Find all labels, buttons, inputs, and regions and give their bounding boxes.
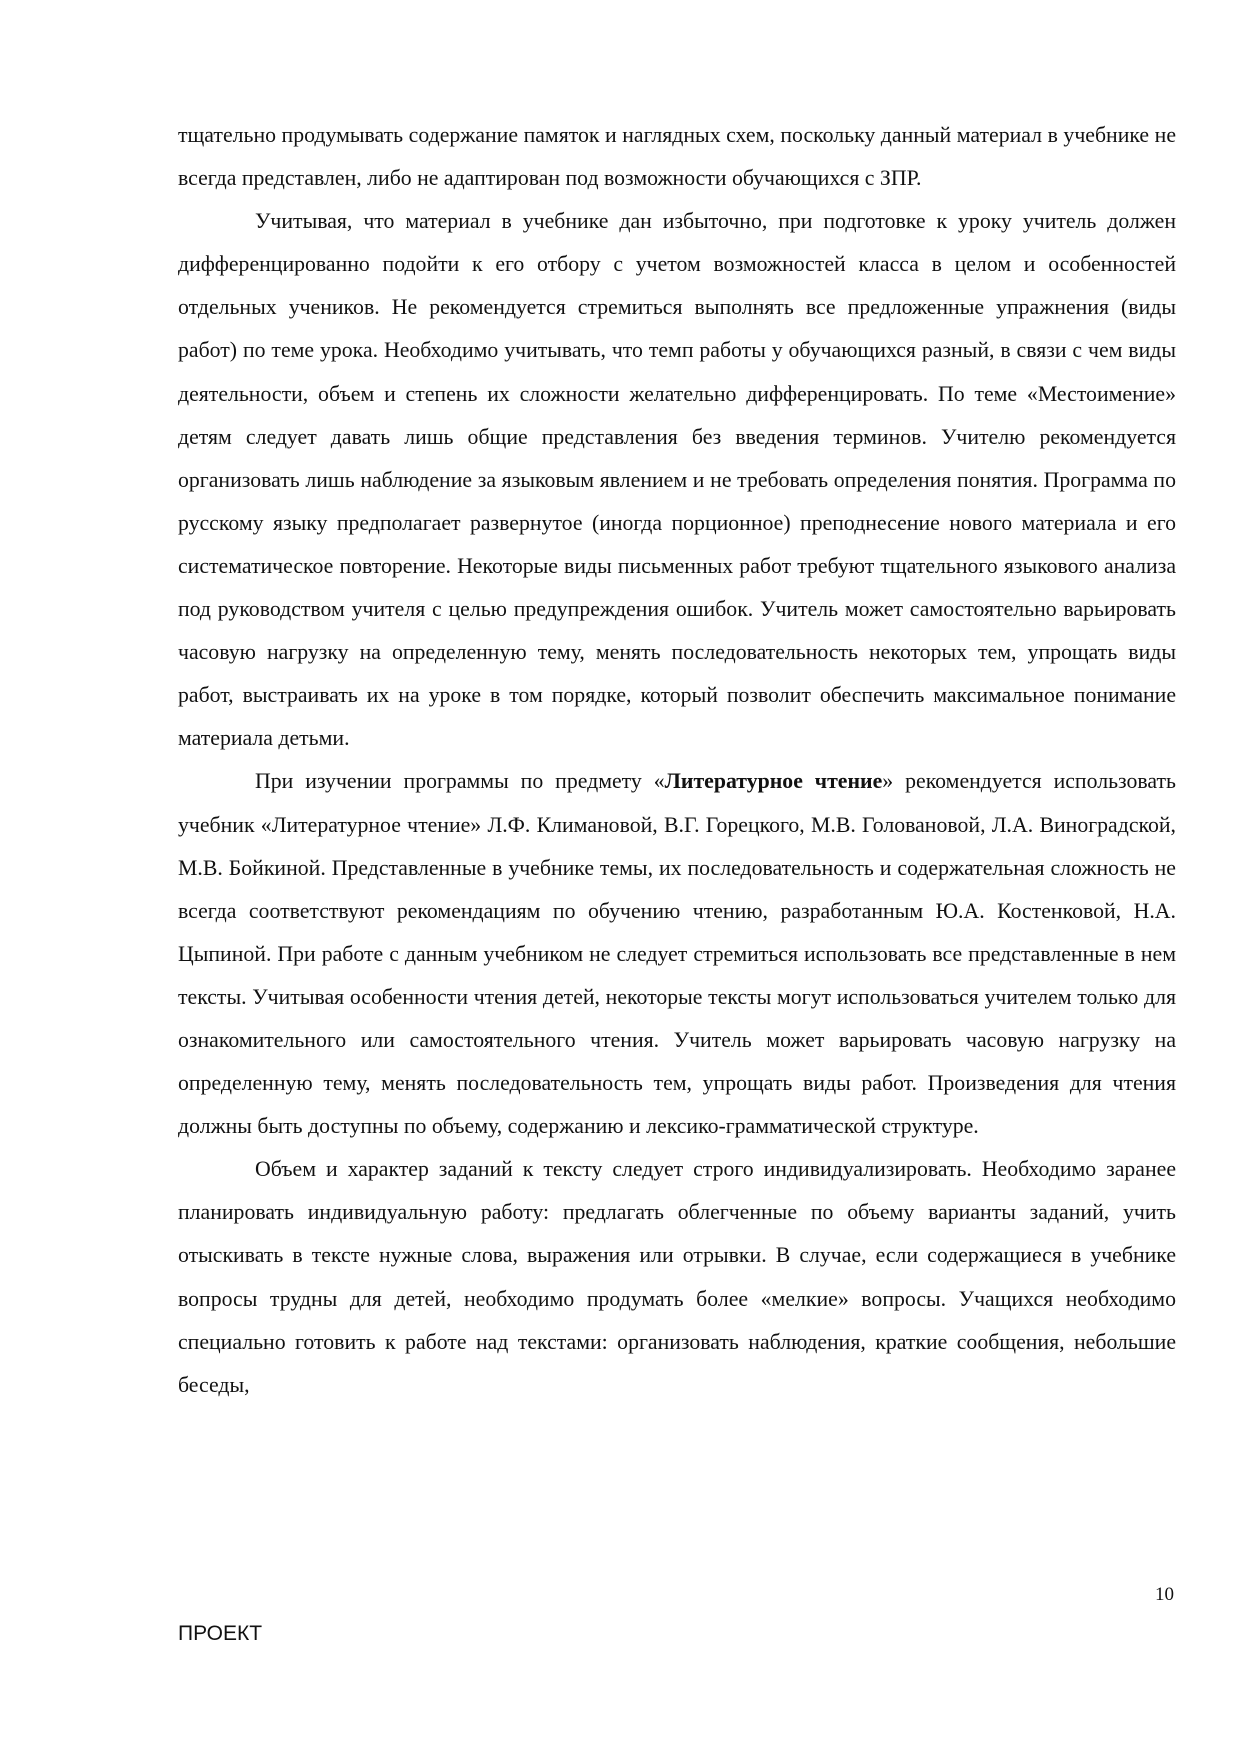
paragraph-3-lead: При изучении программы по предмету «	[255, 769, 665, 794]
page-number: 10	[1155, 1584, 1174, 1605]
paragraph-4: Объем и характер заданий к тексту следует строго индивидуализировать. Необходимо заранее планировать индивидуальную работу: предлагать облегченные по объему варианты заданий, учить отыскивать в тексте нужные слова, выражения или отрывки. В случае, если содержащиеся в учебнике вопросы трудны для детей, необходимо продумать более «мелкие» вопросы. Учащихся необходимо специально готовить к работе над текстами: организовать наблюдения, краткие сообщения, небольшие беседы,	[178, 1157, 1176, 1397]
paragraph-1: тщательно продумывать содержание памяток и наглядных схем, поскольку данный материал в учебнике не всегда представлен, либо не адаптирован под возможности обучающихся с ЗПР.	[178, 123, 1176, 191]
paragraph-3	[178, 760, 1176, 1148]
paragraph-2: Учитывая, что материал в учебнике дан избыточно, при подготовке к уроку учитель должен дифференцированно подойти к его отбору с учетом возможностей класса в целом и особенностей отдельных учеников. Не рекомендуется стремиться выполнять все предложенные упражнения (виды работ) по теме урока. Необходимо учитывать, что темп работы у обучающихся разный, в связи с чем виды деятельности, объем и степень их сложности желательно дифференцировать. По теме «Местоимение» детям следует давать лишь общие представления без введения терминов. Учителю рекомендуется организовать лишь наблюдение за языковым явлением и не требовать определения понятия. Программа по русскому языку предполагает развернутое (иногда порционное) преподнесение нового материала и его систематическое повторение. Некоторые виды письменных работ требуют тщательного языкового анализа под руководством учителя с целью предупреждения ошибок. Учитель может самостоятельно варьировать часовую нагрузку на определенную тему, менять последовательность некоторых тем, упрощать виды работ, выстраивать их на уроке в том порядке, который позволит обеспечить максимальное понимание материала детьми.	[178, 209, 1176, 751]
subject-name-bold: Литературное чтение	[664, 769, 883, 794]
body-text	[178, 114, 1176, 1407]
draft-stamp: ПРОЕКТ	[178, 1622, 263, 1645]
paragraph-3-rest: » рекомендуется использовать учебник «Литературное чтение» Л.Ф. Климановой, В.Г. Горецкого, М.В. Головановой, Л.А. Виноградской, М.В. Бойкиной. Представленные в учебнике темы, их последовательность и содержательная сложность не всегда соответствуют рекомендациям по обучению чтению, разработанным Ю.А. Костенковой, Н.А. Цыпиной. При работе с данным учебником не следует стремиться использовать все представленные в нем тексты. Учитывая особенности чтения детей, некоторые тексты могут использоваться учителем только для ознакомительного или самостоятельного чтения. Учитель может варьировать часовую нагрузку на определенную тему, менять последовательность тем, упрощать виды работ. Произведения для чтения должны быть доступны по объему, содержанию и лексико-грамматической структуре.	[178, 769, 1176, 1139]
